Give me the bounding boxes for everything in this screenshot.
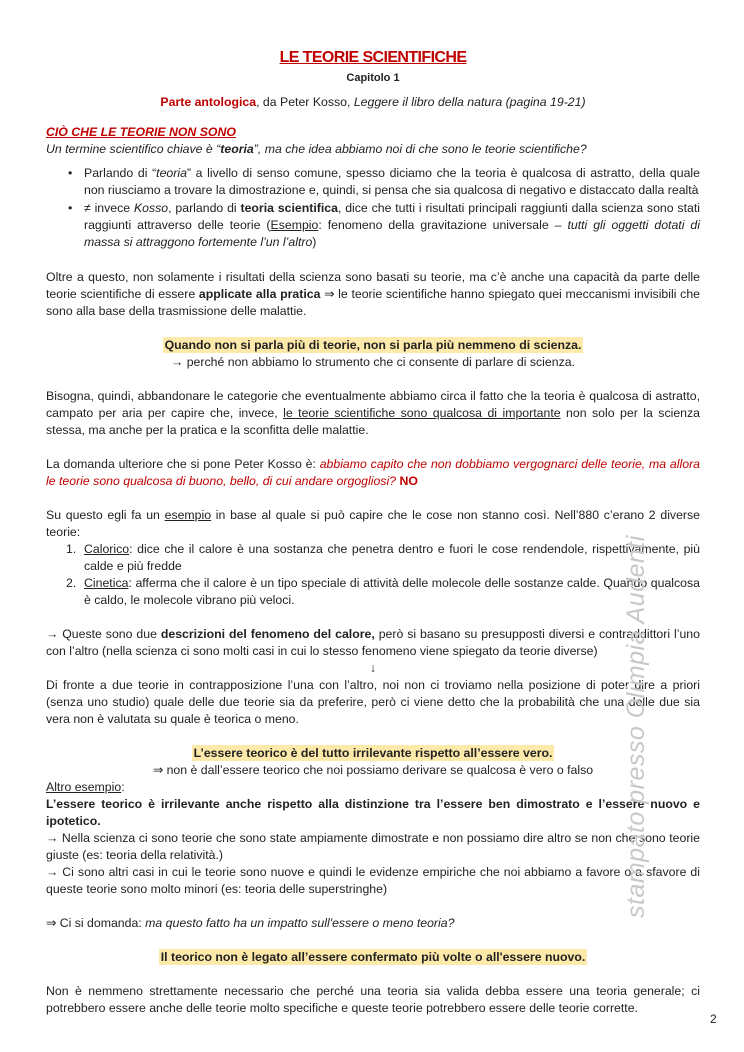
question-line: ⇒ Ci si domanda: ma questo fatto ha un impatto sull'essere o meno teoria? [46,916,455,930]
document-title: LE TEORIE SCIENTIFICHE [279,49,467,66]
bullet-list [46,165,700,251]
list-item: 1. Calorico: dice che il calore è una sostanza che penetra dentro e fuori le cose rendendole, rispettivamente, più calde e più fredde [66,542,700,573]
source-line [46,94,700,111]
bullet-item: • ≠ invece Kosso, parlando di teoria scientifica, dice che tutti i risultati principali raggiunti dalla scienza sono stati raggiunti attraverso delle teorie (Esempio: fenomeno della gravitazione universale – tutti gli oggetti dotati di massa si attraggono fortemente l’un l’altro) [68,201,700,249]
bullet-item: • Parlando di “teoria” a livello di senso comune, spesso diciamo che la teoria è qualcosa di astratto, della quale non riusciamo a trovare la dimostrazione e, quindi, si pensa che sia qualcosa di negativo e distaccato dalla realtà [68,166,700,197]
paragraph-abandon: Bisogna, quindi, abbandonare le categorie che eventualmente abbiamo circa il fatto che la teoria è qualcosa di astratto, campato per aria per capire che, invece, le teorie scientifiche sono qualcosa di importante non solo per la scienza stessa, ma anche per la pratica e la sconfitta delle malattie. [46,389,700,437]
list-item: 2. Cinetica: afferma che il calore è un tipo speciale di attività delle molecole delle sostanze calde. Quando qualcosa è caldo, le molecole vibrano più veloci. [66,576,700,607]
paragraph-example: Su questo egli fa un esempio in base al quale si può capire che le cose non stanno così. Nell’880 c’erano 2 diverse teorie: [46,508,701,539]
example-line: → Ci sono altri casi in cui le teorie sono nuove e quindi le evidenze empiriche che noi abbiamo a favore o a sfavore di queste teorie sono molto minori (es: teoria delle superstringhe) [46,865,700,896]
example-line: → Nella scienza ci sono teorie che sono state ampiamente dimostrate e non possiamo dire altro se non che sono teorie giuste (es: teoria della relatività.) [46,831,700,862]
theories-list [46,541,700,609]
bullet-dot: • [68,201,73,215]
paragraph-final: Non è nemmeno strettamente necessario che perché una teoria sia valida debba essere una teoria generale; ci potrebbero essere anche delle teorie molto specifiche e queste teorie potrebbero essere delle teorie corrette. [46,984,700,1015]
source-mid: , da Peter Kosso, [256,95,354,109]
paragraph-question: La domanda ulteriore che si pone Peter Kosso è: abbiamo capito che non dobbiamo vergognarci delle teorie, ma allora le teorie sono qualcosa di buono, bello, di cui andare orgogliosi? NO [46,457,701,488]
example-statement: L’essere teorico è irrilevante anche rispetto alla distinzione tra l’essere ben dimostrato e l’essere nuovo e ipotetico. [46,797,700,828]
chapter-label: Capitolo 1 [346,72,400,84]
example-label: Altro esempio: [46,780,125,794]
source-label: Parte antologica [160,95,257,109]
document-page [46,48,700,1017]
page-number: 2 [710,1012,717,1026]
down-arrow-icon: ↓ [369,661,377,675]
section-heading: CIÒ CHE LE TEORIE NON SONO [46,125,236,139]
watermark: stampato presso Olimpia Audenti [622,535,650,918]
source-book: Leggere il libro della natura (pagina 19-21) [353,95,586,109]
arrow-note: ⇒ non è dall’essere teorico che noi possiamo derivare se qualcosa è vero o falso [152,763,594,777]
highlight-box: Il teorico non è legato all’essere confermato più volte o all'essere nuovo. [160,950,586,964]
paragraph-practice: Oltre a questo, non solamente i risultati della scienza sono basati su teorie, ma c’è anche una capacità da parte delle teorie scientifiche di essere applicate alla pratica ⇒ le teorie scientifiche hanno spiegato quei meccanismi invisibili che sono alla base della trasmissione delle malattie. [46,270,700,318]
paragraph-contrast: Di fronte a due teorie in contrapposizione l’una con l’altro, noi non ci troviamo nella posizione di poter dire a priori (senza uno studio) quale delle due teorie sia da preferire, però ci viene detto che la probabilità che una delle due sia vera non è valutata su quale è teorica o meno. [46,678,700,726]
arrow-note: → perché non abbiamo lo strumento che ci consente di parlare di scienza. [171,355,575,369]
paragraph-descriptions: → Queste sono due descrizioni del fenomeno del calore, però si basano su presupposti diversi e contraddittori l’uno con l’altro (nella scienza ci sono molti casi in cui lo stesso fenomeno viene spiegato da teorie diverse) [46,627,700,658]
bullet-dot: • [68,166,73,180]
highlight-box: Quando non si parla più di teorie, non si parla più nemmeno di scienza. [164,338,582,352]
highlight-box: L’essere teorico è del tutto irrilevante rispetto all’essere vero. [193,746,553,760]
intro-question: Un termine scientifico chiave è “teoria”, ma che idea abbiamo noi di che sono le teorie scientifiche? [46,142,587,156]
